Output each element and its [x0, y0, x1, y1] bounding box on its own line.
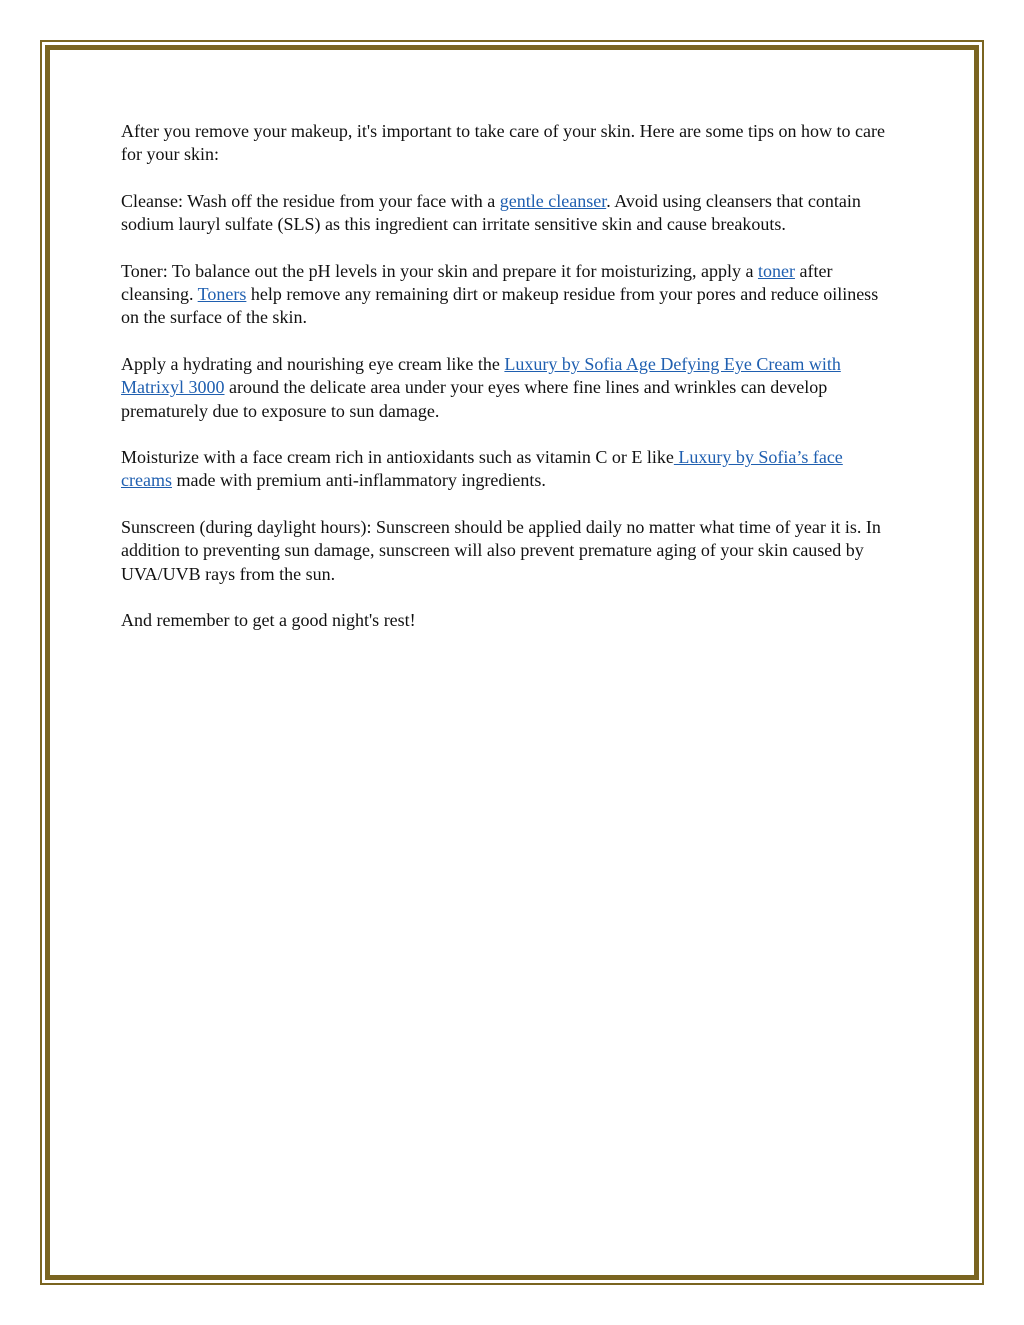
sunscreen-paragraph: Sunscreen (during daylight hours): Sunscreen should be applied daily no matter what time of year it is. In addition to preventing sun damage, sunscreen will also prevent premature aging of your skin caused by UVA/UVB rays from the sun. [121, 517, 881, 584]
eye-cream-text-before: Apply a hydrating and nourishing eye cream like the [121, 353, 505, 374]
face-creams-link[interactable]: Luxury by Sofia’s face creams [121, 447, 843, 491]
cleanse-text-after: . Avoid using cleansers that contain sodium lauryl sulfate (SLS) as this ingredient can irritate sensitive skin and cause breakouts. [121, 190, 861, 235]
toner-text-middle: after cleansing. [121, 260, 833, 305]
toner-link[interactable]: toner [757, 260, 795, 281]
cleanse-paragraph [121, 190, 896, 237]
eye-cream-paragraph [121, 353, 896, 423]
eye-cream-link[interactable]: Luxury by Sofia Age Defying Eye Cream with Matrixyl 3000 [121, 353, 841, 398]
gentle-cleanser-link[interactable]: gentle cleanser [499, 190, 607, 211]
moisturize-text-before: Moisturize with a face cream rich in antioxidants such as vitamin C or E like [121, 447, 674, 468]
cleanse-text-before: Cleanse: Wash off the residue from your face with a [121, 190, 500, 211]
toner-text-after: help remove any remaining dirt or makeup residue from your pores and reduce oiliness on the surface of the skin. [121, 284, 879, 328]
document-body [121, 120, 896, 656]
eye-cream-text-after: around the delicate area under your eyes where fine lines and wrinkles can develop prematurely due to exposure to sun damage. [121, 377, 828, 421]
toners-link[interactable]: Toners [197, 284, 247, 305]
moisturize-paragraph [121, 446, 896, 493]
closing-paragraph: And remember to get a good night's rest! [121, 610, 416, 631]
intro-paragraph: After you remove your makeup, it's important to take care of your skin. Here are some tips on how to care for your skin: [121, 121, 886, 165]
toner-paragraph [121, 260, 896, 330]
moisturize-text-after: made with premium anti-inflammatory ingredients. [171, 470, 546, 491]
toner-text-before: Toner: To balance out the pH levels in your skin and prepare it for moisturizing, apply a [121, 260, 758, 281]
